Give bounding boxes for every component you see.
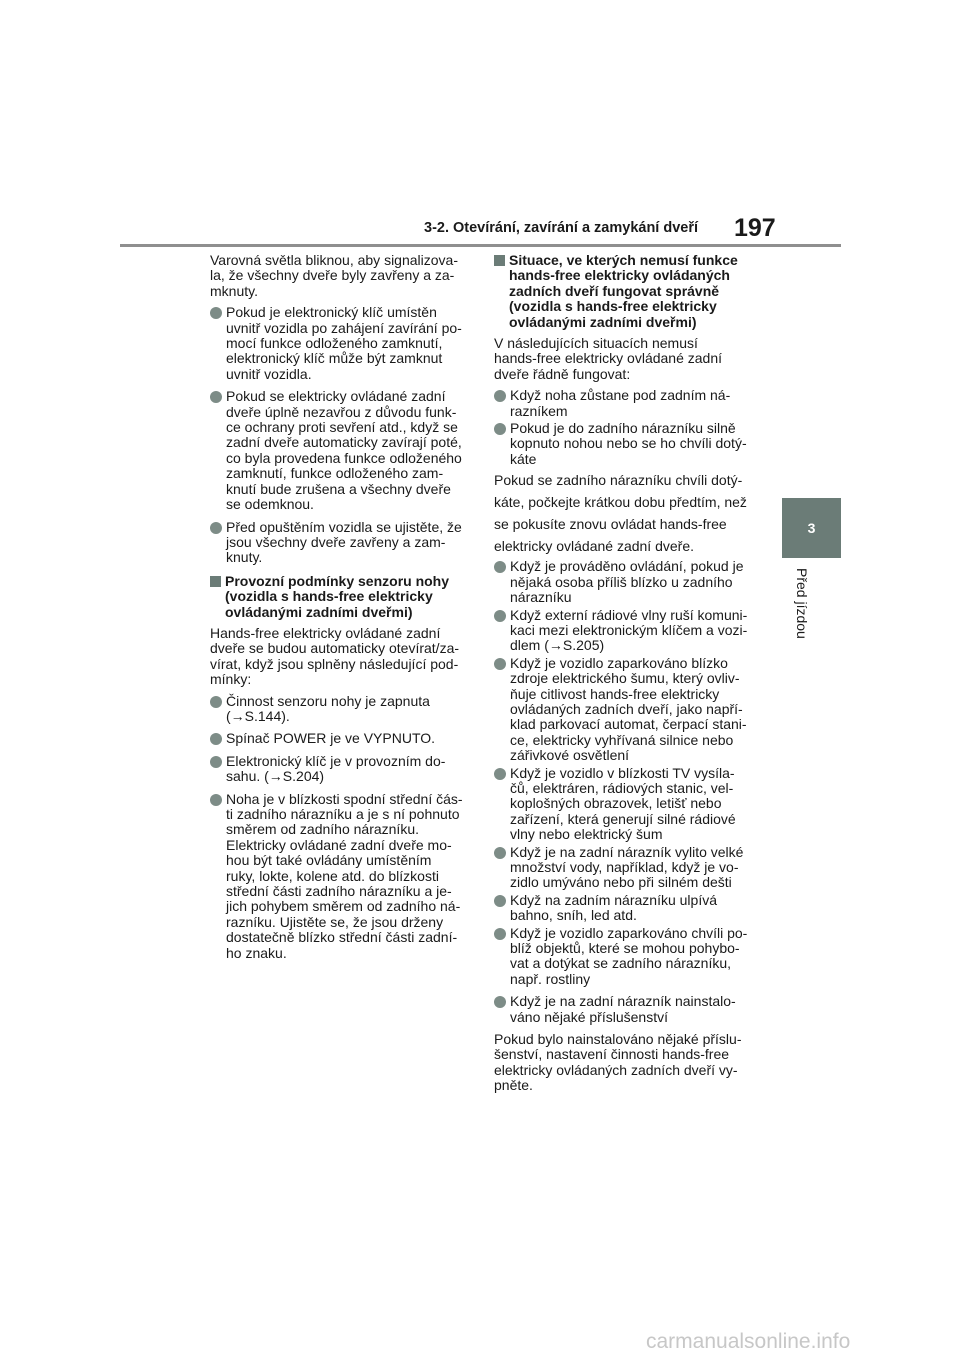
- bullet-item: Když je vozidlo zaparkováno blízko zdroje elektrického šumu, který ovliv- ňuje citlivost hands-free elektricky ovládaných zadních dveří, jako napří- klad parkovací automat, čerpací stani- ce, elektricky vyhřívaná silnice nebo zářivkové osvětlení: [494, 656, 756, 764]
- right-column: [494, 253, 756, 1100]
- bullet-item: Když noha zůstane pod zadním ná- razníkem: [494, 388, 756, 419]
- chapter-title: Před jízdou: [794, 568, 810, 639]
- bullet-item: Když je prováděno ovládání, pokud je nějaká osoba příliš blízko u zadního nárazníku: [494, 559, 756, 605]
- bullet-item: Když je vozidlo zaparkováno chvíli po- blíž objektů, které se mohou pohybo- vat a dotýkat se zadního nárazníku, např. rostliny: [494, 926, 756, 988]
- bullet-item: Spínač POWER je ve VYPNUTO.: [210, 731, 472, 746]
- bullet-item: Pokud je elektronický klíč umístěn uvnitř vozidla po zahájení zavírání po- mocí funkce odloženého zamknutí, elektronický klíč může být zamknut uvnitř vozidla.: [210, 305, 472, 382]
- section-heading: Provozní podmínky senzoru nohy (vozidla s hands-free elektricky ovládanými zadními dveřmi): [210, 574, 472, 620]
- bullet-item: Když na zadním nárazníku ulpívá bahno, sníh, led atd.: [494, 893, 756, 924]
- left-column: [210, 253, 472, 968]
- section-heading: Situace, ve kterých nemusí funkce hands-free elektricky ovládaných zadních dveří fungovat správně (vozidla s hands-free elektricky ovládanými zadními dveřmi): [494, 253, 756, 330]
- paragraph: Varovná světla bliknou, aby signalizova- la, že všechny dveře byly zavřeny a za- mknuty.: [210, 252, 458, 299]
- paragraph: Hands-free elektricky ovládané zadní dveře se budou automaticky otevírat/za- vírat, když jsou splněny následující pod- mínky:: [210, 624, 460, 688]
- section-title: 3-2. Otevírání, zavírání a zamykání dveří: [424, 220, 699, 236]
- bullet-item: Když externí rádiové vlny ruší komuni- kaci mezi elektronickým klíčem a vozi- dlem (→S.205): [494, 608, 756, 654]
- bullet-item: Elektronický klíč je v provozním do- sahu. (→S.204): [210, 754, 472, 785]
- footer-watermark: carmanualsonline.info: [646, 1330, 851, 1353]
- paragraph: V následujících situacích nemusí hands-free elektricky ovládané zadní dveře řádně fungovat:: [494, 335, 723, 382]
- bullet-item: Když je vozidlo v blízkosti TV vysíla- čů, elektráren, rádiových stanic, vel- koplošných obrazovek, letišť nebo zařízení, která generují silné rádiové vlny nebo elektrický šum: [494, 766, 756, 843]
- bullet-item: Noha je v blízkosti spodní střední čás- ti zadního nárazníku a je s ní pohnuto směrem od zadního nárazníku. Elektricky ovládané zadní dveře mo- hou být také ovládány umístěním ruky, lokte, kolene atd. do blízkosti střední části zadního nárazníku a je- jich pohybem směrem od zadního ná- razníku. Ujistěte se, že jsou drženy dostatečně blízko střední části zadní- ho znaku.: [210, 792, 472, 961]
- bullet-item: Před opuštěním vozidla se ujistěte, že jsou všechny dveře zavřeny a zam- knuty.: [210, 520, 472, 566]
- bullet-item: Pokud je do zadního nárazníku silně kopnuto nohou nebo se ho chvíli dotý- káte: [494, 421, 756, 467]
- bullet-item: Když je na zadní nárazník nainstalo- váno nějaké příslušenství: [494, 994, 756, 1025]
- chapter-tab: [782, 498, 841, 558]
- bullet-item: Když je na zadní nárazník vylito velké množství vody, například, když je vo- zidlo umýváno nebo při silném dešti: [494, 845, 756, 891]
- paragraph: Pokud se zadního nárazníku chvíli dotý- káte, počkejte krátkou dobu předtím, než se pokusíte znovu ovládat hands-free elektricky ovládané zadní dveře.: [494, 472, 747, 555]
- paragraph: Pokud bylo nainstalováno nějaké příslu- šenství, nastavení činnosti hands-free elektricky ovládaných zadních dveří vy- pněte.: [494, 1031, 742, 1094]
- header-rule: [120, 244, 841, 247]
- bullet-item: Pokud se elektricky ovládané zadní dveře úplně nezavřou z důvodu funk- ce ochrany proti sevření atd., když se zadní dveře automaticky zavírají poté, co byla provedena funkce odloženého zamknutí, funkce odloženého zam- knutí bude zrušena a všechny dveře se odemknou.: [210, 389, 472, 512]
- chapter-number: 3: [807, 520, 816, 536]
- bullet-item: Činnost senzoru nohy je zapnuta (→S.144).: [210, 694, 472, 725]
- page-number: 197: [734, 214, 776, 242]
